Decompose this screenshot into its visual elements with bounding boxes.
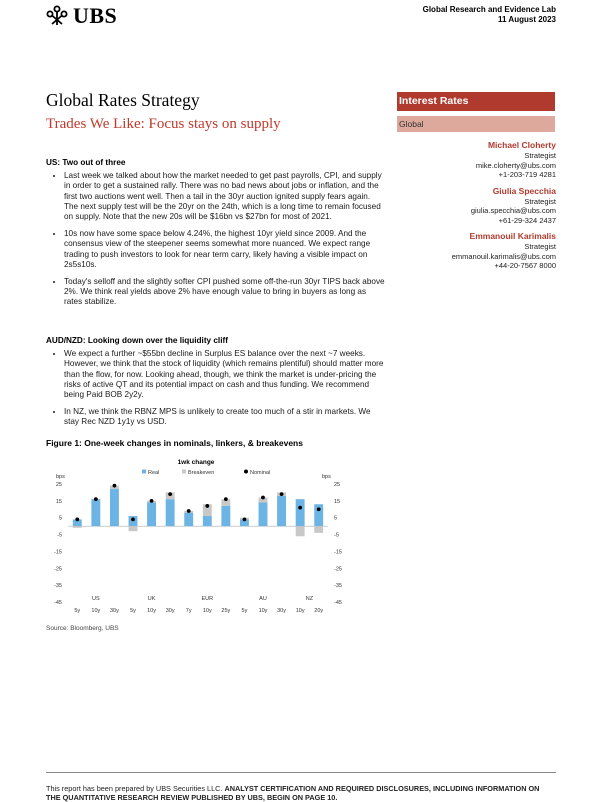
- region-banner: Global: [397, 116, 555, 132]
- group-label: EUR: [201, 596, 214, 602]
- bullet-list: [46, 349, 386, 427]
- x-tick-label: 10y: [91, 608, 101, 614]
- footer-disclosure-text: ANALYST CERTIFICATION AND REQUIRED DISCLOSURES, INCLUDING INFORMATION ON THE QUANTITATIVE RESEARCH REVIEW PUBLISHED BY UBS, BEGIN ON PAGE 10.: [46, 784, 540, 802]
- analyst-name: Giulia Specchia: [492, 185, 556, 196]
- y-tick-right: -45: [334, 600, 342, 606]
- bar-breakeven: [73, 526, 82, 528]
- bullet-item: • Today's selloff and the slightly softer CPI pushed some off-the-run 30yr TIPS back above 2%. We think real yields above 2% have enough value to bring in buyers as long as rates stabilize.: [64, 277, 386, 308]
- bar-breakeven: [296, 526, 305, 536]
- analyst-card: [396, 186, 556, 226]
- analyst-role: Strategist: [524, 196, 556, 206]
- y-tick-right: -5: [334, 532, 339, 539]
- division-label: Global Research and Evidence Lab: [422, 5, 556, 14]
- y-tick-left: -15: [54, 549, 62, 556]
- bar-real: [184, 513, 193, 526]
- bar-real: [166, 499, 175, 526]
- ubs-logo: [46, 4, 117, 28]
- x-tick-label: 7y: [185, 608, 192, 614]
- y-tick-right: 5: [334, 515, 338, 522]
- bar-real: [203, 516, 212, 526]
- point-nominal: [317, 507, 321, 511]
- analyst-card: [396, 140, 556, 180]
- point-nominal: [131, 518, 135, 522]
- bar-real: [147, 503, 156, 527]
- point-nominal: [261, 496, 265, 500]
- y-tick-left: 5: [58, 515, 62, 522]
- category-banner: Interest Rates: [397, 92, 555, 111]
- footer-divider: [46, 772, 556, 773]
- group-label: NZ: [305, 596, 314, 602]
- x-tick-label: 30y: [165, 608, 175, 614]
- bullet-item: • 10s now have some space below 4.24%, the highest 10yr yield since 2009. And the consensus view of the steepener seems somewhat more nuanced. We expect range trading to push investors to look for near term carry, likely having a visible impact on 2s5s10s.: [64, 229, 386, 270]
- analyst-phone: +61-29-324 2437: [498, 215, 556, 225]
- bar-real: [221, 506, 230, 526]
- y-axis-left-label: bps: [56, 474, 65, 480]
- legend-swatch-breakeven: [182, 470, 186, 474]
- point-nominal: [298, 506, 302, 510]
- analyst-name: Emmanouil Karimalis: [469, 231, 556, 241]
- bullet-item: • Last week we talked about how the market needed to get past payrolls, CPI, and supply in order to get a sustained rally. There was no bad news about jobs or inflation, and the first two auctions went well. Then a tail in the 30yr auction ignited supply fears again. The next supply test will be the 20yr on the 24th, which is a long time to remain focused on supply. Note that the new 20s will be $16bn vs $27bn for most of 2021.: [64, 171, 386, 222]
- x-tick-label: 10y: [258, 608, 268, 614]
- point-nominal: [168, 492, 172, 496]
- legend-label-real: Real: [148, 470, 160, 476]
- x-tick-label: 5y: [241, 608, 248, 614]
- y-tick-left: -5: [57, 532, 62, 539]
- y-tick-left: -25: [54, 566, 62, 573]
- analyst-name: Michael Cloherty: [487, 140, 556, 150]
- y-tick-right: 15: [334, 498, 341, 505]
- y-tick-right: -25: [334, 566, 342, 573]
- x-tick-label: 10y: [295, 608, 305, 614]
- analyst-role: Strategist: [524, 151, 556, 160]
- bullet-item: • In NZ, we think the RBNZ MPS is unlikely to create too much of a stir in markets. We stay Rec NZD 1y1y vs USD.: [64, 407, 386, 427]
- bar-real: [91, 499, 100, 526]
- legend-label-nominal: Nominal: [250, 470, 271, 476]
- report-date: 11 August 2023: [498, 15, 556, 24]
- y-tick-right: -35: [334, 583, 342, 590]
- point-nominal: [280, 492, 284, 496]
- point-nominal: [187, 509, 191, 513]
- legend-swatch-nominal: [244, 470, 248, 474]
- figure-source: Source: Bloomberg, UBS: [46, 625, 119, 632]
- point-nominal: [75, 518, 79, 522]
- group-label: UK: [147, 596, 156, 602]
- y-tick-left: -35: [54, 583, 62, 590]
- section-heading: US: Two out of three: [46, 158, 126, 167]
- footer-disclosure: [46, 784, 556, 802]
- point-nominal: [205, 504, 209, 508]
- x-tick-label: 10y: [202, 608, 212, 614]
- analyst-email[interactable]: emmanouil.karimalis@ubs.com: [451, 251, 556, 261]
- bar-real: [296, 499, 305, 526]
- x-tick-label: 10y: [147, 608, 157, 614]
- x-tick-label: 20y: [314, 608, 324, 614]
- x-tick-label: 30y: [109, 608, 119, 614]
- y-tick-left: 15: [55, 498, 62, 505]
- x-tick-label: 30y: [277, 608, 287, 614]
- x-tick-label: 25y: [221, 608, 231, 614]
- section-heading: AUD/NZD: Looking down over the liquidity cliff: [46, 336, 228, 345]
- report-subtitle: Trades We Like: Focus stays on supply: [46, 116, 281, 132]
- report-title: Global Rates Strategy: [46, 90, 200, 110]
- breakevens-chart: [46, 452, 346, 622]
- x-tick-label: 5y: [130, 608, 136, 614]
- analyst-phone: +44-20-7567 8000: [494, 261, 556, 270]
- group-label: US: [92, 596, 100, 602]
- keys-emblem-icon: [46, 5, 68, 27]
- analyst-role: Strategist: [524, 242, 556, 251]
- group-label: AU: [259, 596, 267, 602]
- point-nominal: [150, 499, 154, 503]
- section-us: [46, 158, 386, 315]
- legend-label-breakeven: Breakeven: [188, 470, 215, 476]
- brand-name: UBS: [73, 3, 118, 28]
- bullet-list: [46, 171, 386, 307]
- figure-title: Figure 1: One-week changes in nominals, linkers, & breakevens: [46, 438, 303, 448]
- point-nominal: [113, 484, 117, 488]
- analyst-email[interactable]: giulia.specchia@ubs.com: [470, 206, 556, 215]
- y-tick-left: -45: [54, 600, 62, 606]
- bar-breakeven: [314, 526, 323, 533]
- y-tick-right: -15: [334, 549, 342, 556]
- bar-real: [277, 496, 286, 526]
- footer-prefix: This report has been prepared by UBS Securities LLC.: [46, 784, 223, 793]
- y-tick-left: 25: [55, 482, 62, 488]
- point-nominal: [243, 518, 247, 522]
- bullet-item: • We expect a further ~$55bn decline in Surplus ES balance over the next ~7 weeks. However, we think that the stock of liquidity (which remains plentiful) should matter more than the flow, for now. Looking ahead, though, we think the market is under-pricing the risks of active QT and its potential impact on cash and thus funding. We recommend being Paid BOB 2y2y.: [64, 349, 386, 400]
- point-nominal: [94, 497, 98, 501]
- analyst-phone: +1-203-719 4281: [498, 170, 556, 179]
- section-aud-nzd: [46, 336, 386, 435]
- point-nominal: [224, 497, 228, 501]
- bar-real: [259, 503, 268, 527]
- y-axis-right-label: bps: [322, 474, 331, 480]
- bar-breakeven: [129, 526, 138, 531]
- bar-real: [110, 489, 119, 526]
- x-tick-label: 5y: [74, 608, 81, 614]
- analyst-card: [396, 231, 556, 271]
- legend-swatch-real: [142, 470, 146, 474]
- analyst-email[interactable]: mike.cloherty@ubs.com: [475, 160, 556, 170]
- report-header: [423, 5, 556, 25]
- analyst-list: [396, 140, 556, 277]
- chart-title: 1wk change: [177, 459, 215, 466]
- y-tick-right: 25: [334, 482, 341, 488]
